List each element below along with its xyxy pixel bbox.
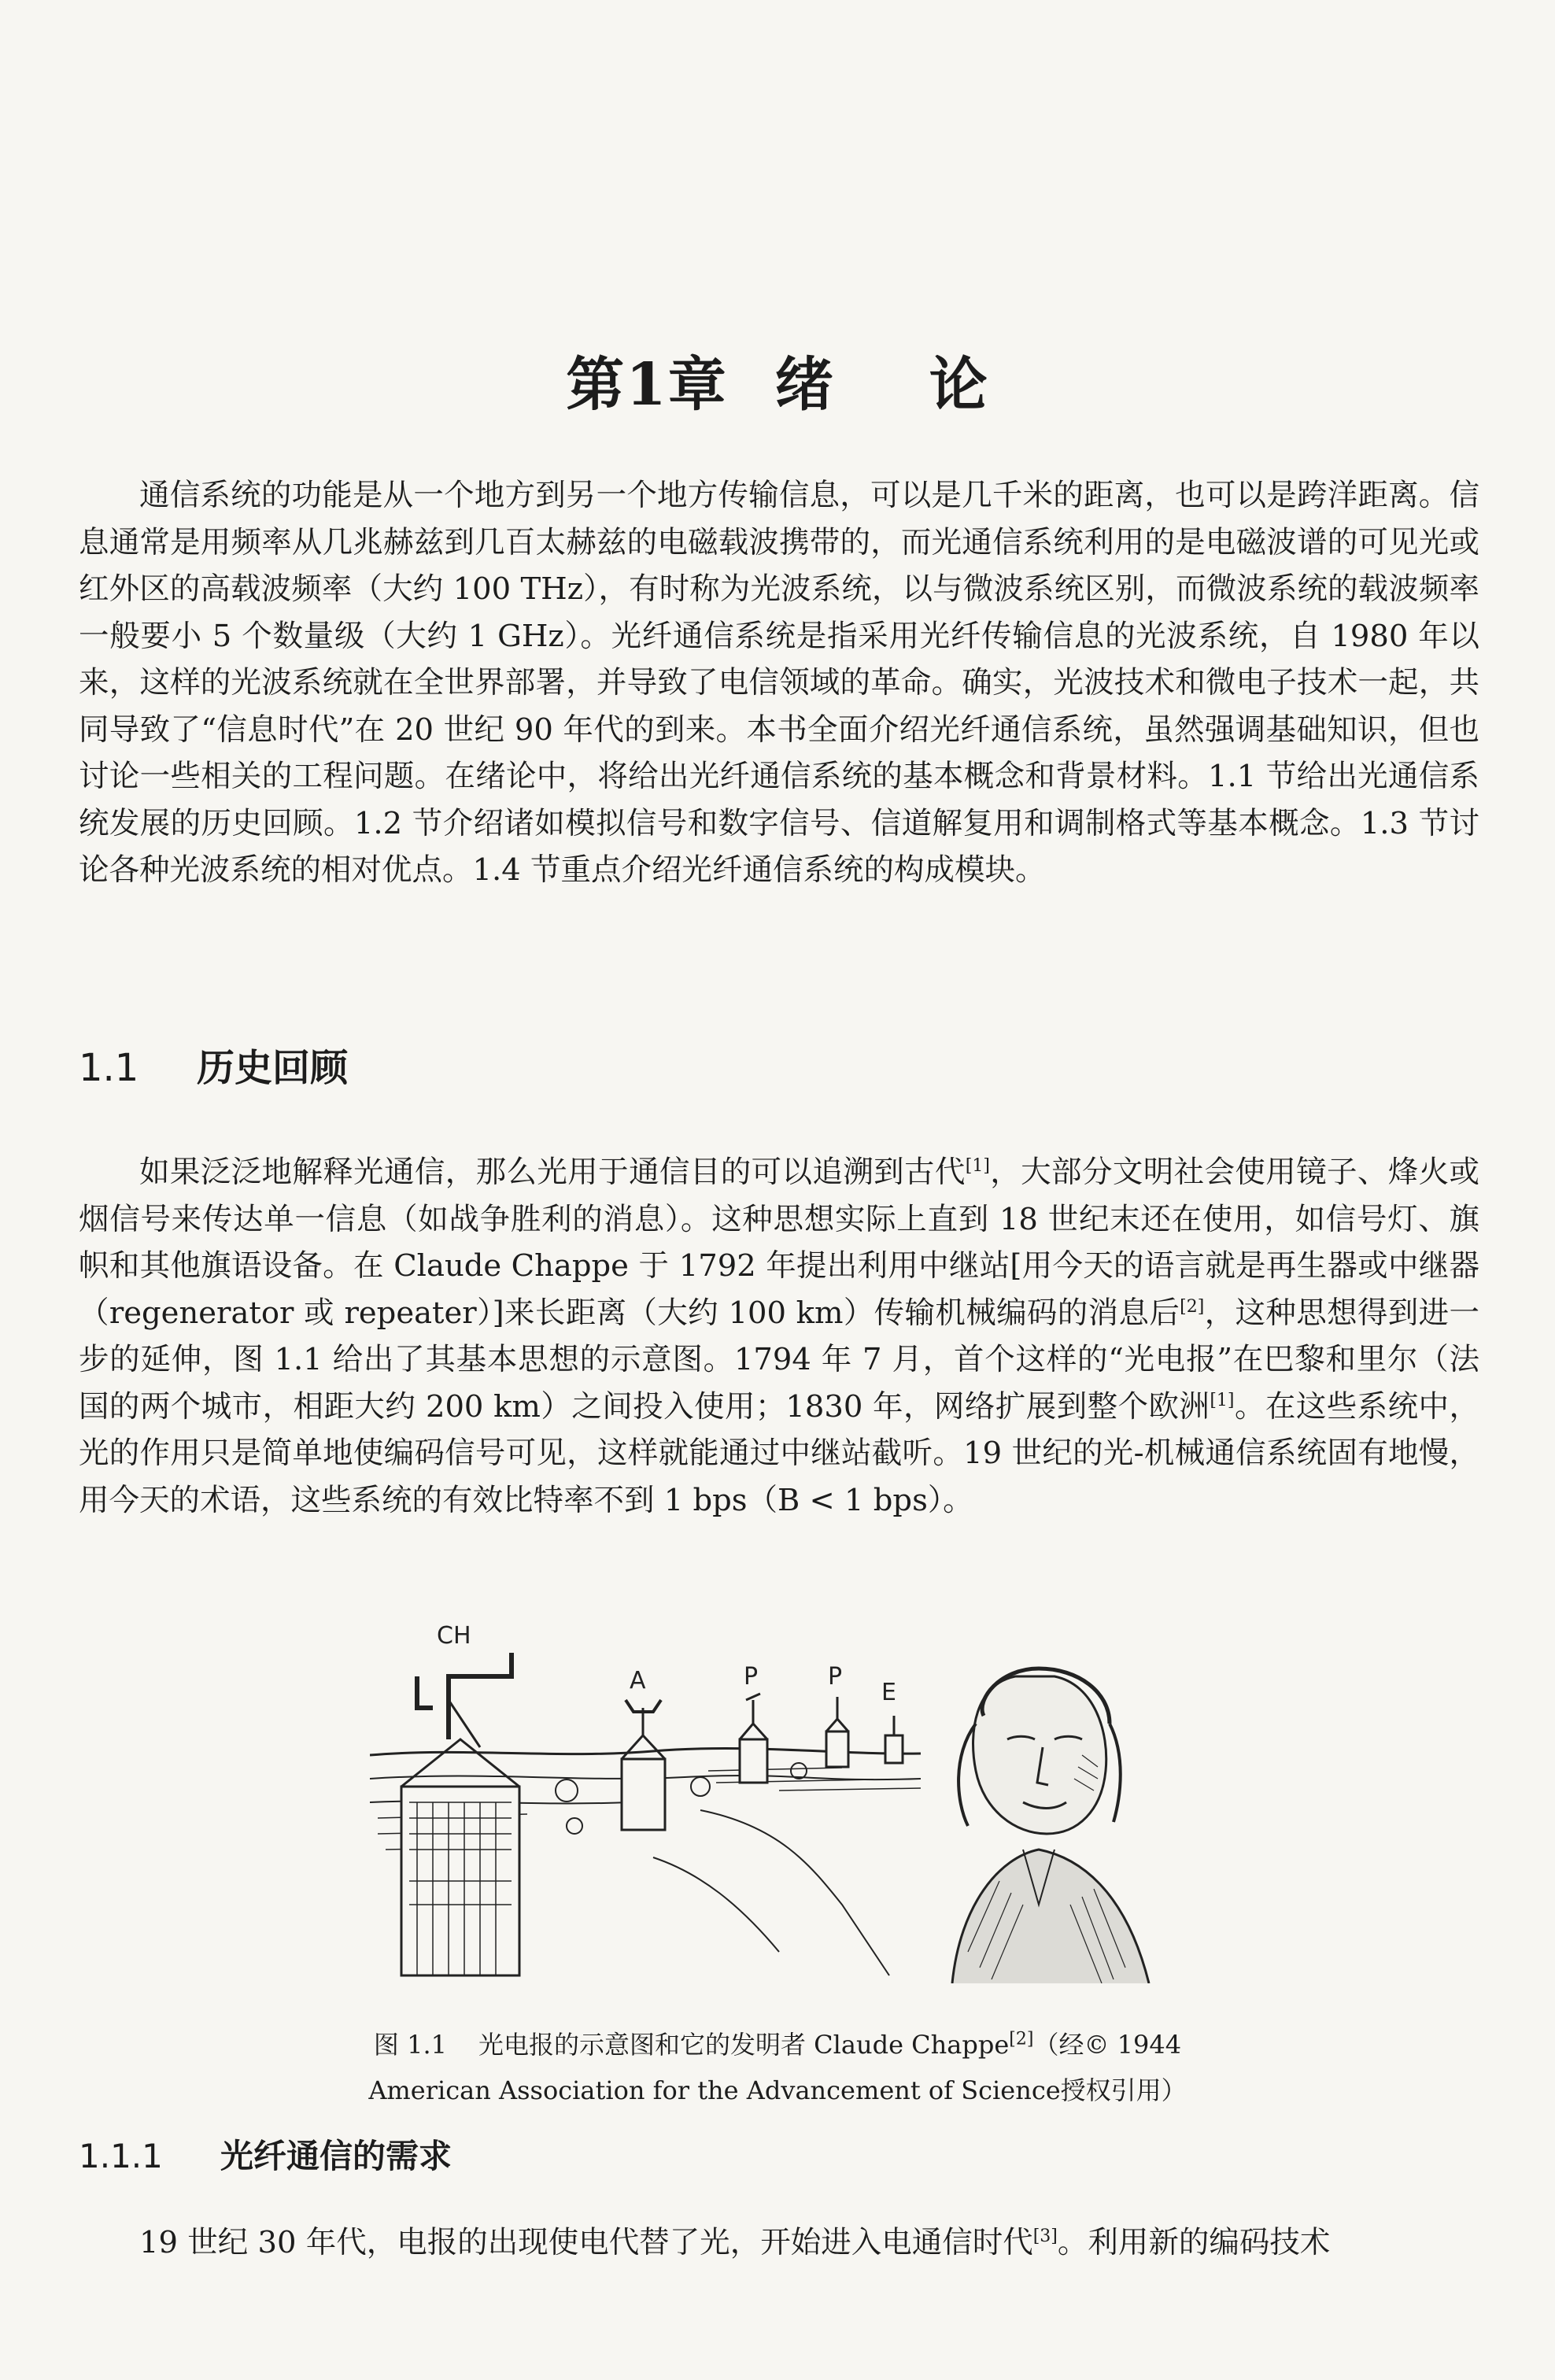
fiber-need-paragraph (79, 2219, 1479, 2267)
chapter-word-2: 论 (929, 351, 989, 419)
chapter-word-1: 绪 (774, 351, 835, 419)
history-text-a: 如果泛泛地解释光通信，那么光用于通信目的可以追溯到古代 (139, 1155, 966, 1190)
figure-label-p1: P (744, 1663, 759, 1691)
figure-label-p2: P (828, 1663, 843, 1691)
intro-paragraph (79, 472, 1479, 894)
figure-caption-line-1 (0, 2023, 1555, 2067)
reference-marker[interactable]: [3] (1032, 2227, 1058, 2247)
section-number: 1.1 (79, 1046, 139, 1090)
fiber-need-text (79, 2219, 1479, 2267)
reference-marker[interactable]: [2] (1180, 1296, 1205, 1317)
section-title: 历史回顾 (197, 1046, 349, 1090)
history-text-c: ，这种思想得到进一步的延伸，图 1.1 给出了其基本思想的示意图。1794 年 7 月，首个这样的“光电报”在巴黎和里尔（法国的两个城市，相距大约 200 km）之间投入使用；1830 年，网络扩展到整个欧洲 (79, 1295, 1479, 1425)
subsection-title: 光纤通信的需求 (220, 2137, 452, 2175)
figure-caption-line-2 (0, 2068, 1555, 2112)
figure-optical-telegraph (370, 1621, 1188, 1983)
figure-label-e: E (881, 1679, 896, 1706)
reference-marker[interactable]: [1] (965, 1156, 990, 1177)
figure-caption-credit: American Association for the Advancement of Science授权引用） (368, 2075, 1187, 2105)
telegraph-landscape-illustration (370, 1653, 921, 1975)
history-text (79, 1149, 1479, 1524)
subsection-number: 1.1.1 (79, 2137, 163, 2175)
figure-label-ch: CH (437, 1622, 471, 1650)
intro-text: 通信系统的功能是从一个地方到另一个地方传输信息，可以是几千米的距离，也可以是跨洋距离。信息通常是用频率从几兆赫兹到几百太赫兹的电磁载波携带的，而光通信系统利用的是电磁波谱的可见光或红外区的高载波频率（大约 100 THz），有时称为光波系统，以与微波系统区别，而微波系统的载波频率一般要小 5 个数量级（大约 1 GHz）。光纤通信系统是指采用光纤传输信息的光波系统，自 1980 年以来，这样的光波系统就在全世界部署，并导致了电信领域的革命。确实，光波技术和微电子技术一起，共同导致了“信息时代”在 20 世纪 90 年代的到来。本书全面介绍光纤通信系统，虽然强调基础知识，但也讨论一些相关的工程问题。在绪论中，将给出光纤通信系统的基本概念和背景材料。1.1 节给出光通信系统发展的历史回顾。1.2 节介绍诸如模拟信号和数字信号、信道解复用和调制格式等基本概念。1.3 节讨论各种光波系统的相对优点。1.4 节重点介绍光纤通信系统的构成模块。 (79, 478, 1479, 888)
section-heading-1-1-1 (79, 2131, 452, 2178)
history-paragraph (79, 1149, 1479, 1524)
section-heading-1-1 (79, 1037, 348, 1092)
history-text-d: 。在这些系统中，光的作用只是简单地使编码信号可见，这样就能通过中继站截听。19 世纪的光-机械通信系统固有地慢，用今天的术语，这些系统的有效比特率不到 1 bps（B < 1 bps）。 (79, 1388, 1479, 1518)
fiber-need-text-b: 。利用新的编码技术 (1057, 2225, 1331, 2260)
fiber-need-text-a: 19 世纪 30 年代，电报的出现使电代替了光，开始进入电通信时代 (139, 2225, 1033, 2260)
chapter-label: 第1章 (566, 351, 728, 419)
figure-caption-copyright: （经© 1944 (1033, 2030, 1182, 2060)
chapter-title (0, 338, 1555, 422)
portrait-engraving (952, 1669, 1149, 1983)
history-text-b: ，大部分文明社会使用镜子、烽火或烟信号来传达单一信息（如战争胜利的消息）。这种思想实际上直到 18 世纪末还在使用，如信号灯、旗帜和其他旗语设备。在 Claude Chappe 于 1792 年提出利用中继站[用今天的语言就是再生器或中继器（regenerator 或 repeater）]来长距离（大约 100 km）传输机械编码的消息后 (79, 1155, 1479, 1331)
figure-label-a: A (630, 1667, 646, 1694)
figure-caption-text: 光电报的示意图和它的发明者 Claude Chappe (478, 2030, 1010, 2060)
reference-marker[interactable]: [2] (1009, 2029, 1034, 2049)
figure-number: 图 1.1 (373, 2030, 447, 2060)
reference-marker[interactable]: [1] (1210, 1390, 1235, 1410)
